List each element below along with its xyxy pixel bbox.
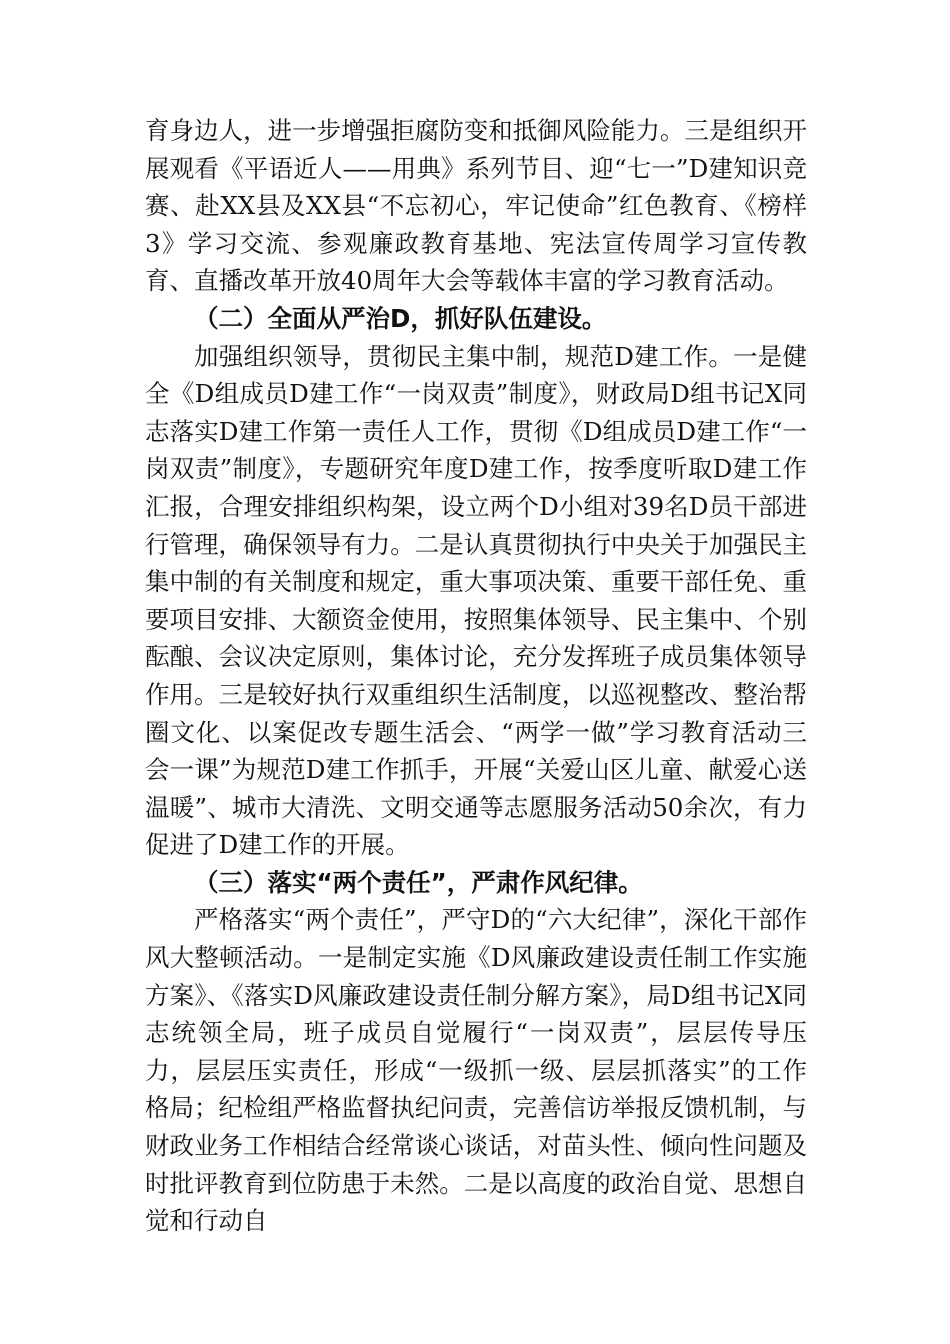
section-2-heading: （二）全面从严治D，抓好队伍建设。: [194, 303, 607, 333]
document-body: [145, 112, 807, 1240]
section-2-body: 加强组织领导，贯彻民主集中制，规范D建工作。一是健全《D组成员D建工作“一岗双责”制度》，财政局D组书记X同志落实D建工作第一责任人工作，贯彻《D组成员D建工作“一岗双责”制度》，专题研究年度D建工作，按季度听取D建工作汇报，合理安排组织构架，设立两个D小组对39名D员干部进行管理，确保领导有力。二是认真贯彻执行中央关于加强民主集中制的有关制度和规定，重大事项决策、重要干部任免、重要项目安排、大额资金使用，按照集体领导、民主集中、个别酝酿、会议决定原则，集体讨论，充分发挥班子成员集体领导作用。三是较好执行双重组织生活制度，以巡视整改、整治帮圈文化、以案促改专题生活会、“两学一做”学习教育活动三会一课”为规范D建工作抓手，开展“关爱山区儿童、献爱心送温暖”、城市大清洗、文明交通等志愿服务活动50余次，有力促进了D建工作的开展。: [145, 341, 807, 860]
paragraph-continuation: 育身边人，进一步增强拒腐防变和抵御风险能力。三是组织开展观看《平语近人——用典》系列节目、迎“七一”D建知识竞赛、赴XX县及XX县“不忘初心，牢记使命”红色教育、《榜样3》学习交流、参观廉政教育基地、宪法宣传周学习宣传教育、直播改革开放40周年大会等载体丰富的学习教育活动。: [145, 116, 807, 296]
section-3-heading: （三）落实“两个责任”，严肃作风纪律。: [194, 867, 643, 897]
section-3-body: 严格落实“两个责任”，严守D的“六大纪律”，深化干部作风大整顿活动。一是制定实施《D风廉政建设责任制工作实施方案》、《落实D风廉政建设责任制分解方案》，局D组书记X同志统领全局，班子成员自觉履行“一岗双责”，层层传导压力，层层压实责任，形成“一级抓一级、层层抓落实”的工作格局；纪检组严格监督执纪问责，完善信访举报反馈机制，与财政业务工作相结合经常谈心谈话，对苗头性、倾向性问题及时批评教育到位防患于未然。二是以高度的政治自觉、思想自觉和行动自: [145, 905, 807, 1236]
